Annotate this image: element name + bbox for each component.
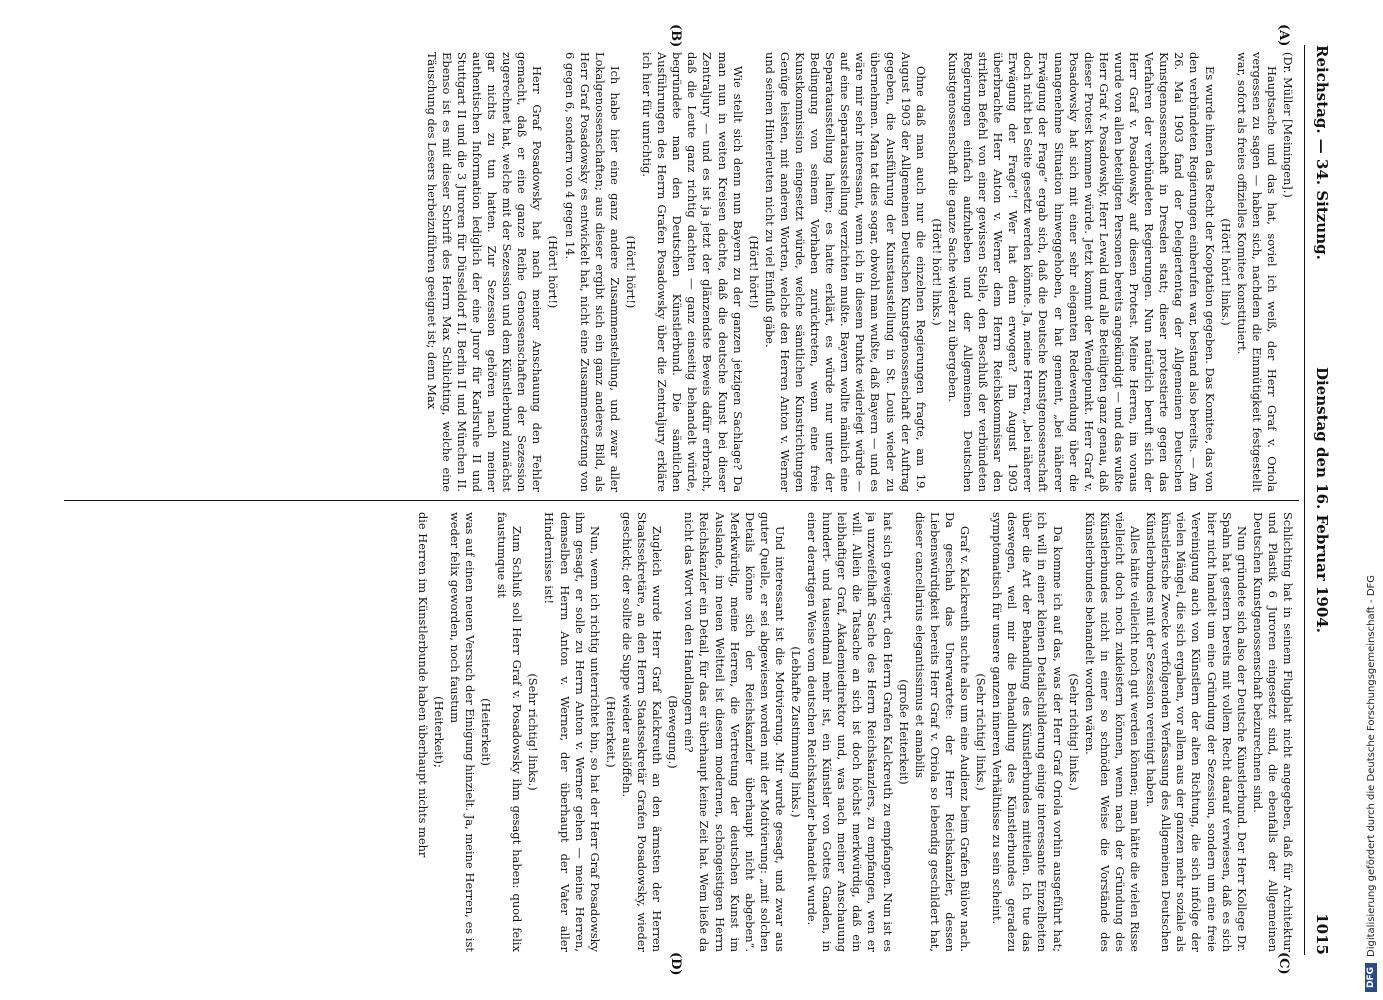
interjection: (Hört! hört!) — [623, 235, 638, 309]
right-column — [65, 512, 1295, 952]
paragraph: Es wurde ihnen das Recht der Kooptation gegeben. Das Komitee, das von den verbündeten Regierungen einberufen war, bestand also bereits. — Am 26. Mai 1903 fand der Delegiertentag der Allgemeinen Deutschen Kunstgenossenschaft in Dresden statt; dieser protestierte gegen das Verfahren der verbündeten Regierungen. Nun natürlich beruft sich der Herr Graf v. Posadowsky auf diesen Protest. Meine Herren, im voraus wurde von allen beteiligten Personen bereits angekündigt — und das wußte Herr Graf v. Posadowsky, Herr Lewald und alle Beteiligten ganz genau, daß dieser Protest kommen würde. Jetzt kommt der Wendepunkt. Herr Graf v. Posadowsky hat sich mit einer sehr eleganten Redewendung über die unangenehme Situation hinweggehoben, er hat gemeint, „bei näherer Erwägung der Frage“ ergab sich, daß die Deutsche Kunstgenossenschaft doch nicht bei Seite gesetzt werden könnte. Ja, meine Herren, „bei näherer Erwägung der Frage“! Wer hat denn erwogen? Im August 1903 überbrachte Herr Anton v. Werner dem Herrn Reichskommissar den strikten Befehl von einer gewissen Stelle, den Beschluß der verbündeten Regierungen einfach aufzuheben und der Allgemeinen Deutschen Kunstgenossenschaft die ganze Sache wieder zu übergeben. — [945, 52, 1217, 492]
interjection: (Hört! hört! links.) — [929, 218, 944, 326]
page-header — [1311, 45, 1333, 955]
paragraph: Nun, wenn ich richtig unterrichtet bin, so hat der Herr Graf Posadowsky ihm gesagt, er solle zu Herrn Anton v. Werner gehen — meine Herren, demselben Herrn Anton v. Werner, der überhaupt der Vater aller Hindernisse ist! — [542, 512, 602, 952]
interjection: (Hört! hört!) — [746, 235, 761, 309]
header-left: Reichstag. — 34. Sitzung. — [1313, 45, 1331, 260]
dfg-logo: DFG — [1365, 963, 1377, 992]
interjection: (Lebhafte Zustimmung links.) — [789, 646, 803, 818]
interjection: (Bewegung.) — [666, 695, 681, 769]
left-column — [65, 52, 1295, 492]
interjection: (Heiterkeit); — [431, 696, 446, 768]
header-date: Dienstag den 16. Februar 1904. — [1313, 367, 1331, 633]
margin-marker-c: (C) — [1276, 952, 1291, 975]
paragraph: Zugleich wurde Herr Graf Kalckreuth an den ärmsten der Herren Staatssekretäre, an den Herrn Staatssekretär Grafen Posadowsky, wieder geschickt; der sollte die Suppe wieder auslöffeln. — [619, 512, 665, 952]
footer-text: Digitalisierung gefördert durch die Deutsche Forschungsgemeinschaft - DFG — [1365, 574, 1377, 957]
paragraph: Schlichting hat in seinem Flugblatt nicht angegeben, daß für Architektur und Plastik 6 Juroren eingesetzt sind, die ebenfalls der Allgemeinen Deutschen Kunstgenossenschaft beizurechnen sind. — [1250, 512, 1295, 952]
interjection: (Sehr richtig! links.) — [526, 673, 541, 791]
paragraph: Nun gründete sich also der Deutsche Künstlerbund. Der Herr Kollege Dr. Spahn hat gestern bereits mit vollem Recht darauf verwiesen, daß es sich hier nicht handelt um eine Gründung der Sezession, sondern um eine freie Vereinigung auch von Künstlern der alten Richtung, die sich infolge der vielen Mängel, die sich ergaben, vor allem aus der ganzen mehr soziale als künstlerische Zwecke verfolgenden Verfassung des Allgemeinen Deutschen Künstlerbundes mit der Sezession vereinigt haben. — [1144, 512, 1249, 952]
paragraph: Ich habe hier eine ganz andere Zusammenstellung, und zwar aller Lokalgenossenschaften; aus dieser ergibt sich ein ganz anderes Bild, als Herr Graf Posadowsky es entwickelt hat, nicht eine Zusammensetzung von 6 gegen 6, sondern von 4 gegen 14. — [562, 52, 622, 492]
paragraph: Wie stellt sich denn nun Bayern zu der ganzen jetzigen Sachlage? Da man nun in weiten Kreisen dachte, daß die deutsche Kunst bei dieser Zentraljury — und es ist ja jetzt der glänzendste Beweis dafür erbracht, daß die Leute ganz richtig dachten — ganz einseitig behandelt würde, begründete man den Deutschen Künstlerbund. Die sämtlichen Ausführungen des Herrn Grafen Posadowsky über die Zentraljury erkläre ich hier für unrichtig. — [640, 52, 745, 492]
interjection: (große Heiterkeit) — [896, 679, 911, 785]
paragraph: Hauptsache und das hat, soviel ich weiß, der Herr Graf v. Oriola vergessen zu sagen — haben sich, nachdem die Einmütigkeit festgestellt war, sofort als freies offizielles Komitee konstituiert. — [1234, 52, 1279, 492]
margin-marker-a: (A) — [1276, 24, 1291, 47]
page-number: 1015 — [1313, 913, 1331, 955]
interjection: (Heiterkeit.) — [603, 696, 618, 768]
paragraph: Da komme ich auf das, was der Herr Graf Oriola vorhin ausgeführt hat; ich will in einer kleinen Detailschilderung einige interessante Einzelheiten über die Art der Behandlung des Künstlerbundes mitteilen. Ich tue das deswegen, weil mir die Behandlung des Künstlerbundes geradezu symptomatisch für unsere ganzen inneren Verhältnisse zu sein scheint. — [990, 512, 1065, 952]
paragraph: Und interessant ist die Motivierung. Mir wurde gesagt, und zwar aus guter Quelle, er sei abgewiesen worden mit der Motivierung: „mit solchen Details könne sich der Reichskanzler überhaupt nicht abgeben“. Merkwürdig, meine Herren, die Vertretung der deutschen Kunst im Auslande, im neuen Weltteil ist diesem modernen, schöngeistigen Herrn Reichskanzler ein Detail, für das er überhaupt keine Zeit hat. Wem ließe da nicht das Wort von den Handlangern ein? — [682, 512, 787, 952]
interjection: (Hört! hört! links.) — [1218, 218, 1233, 326]
paragraph: Alles hätte vielleicht noch gut werden können; man hätte die vielen Risse vielleicht doch noch zukleistern können, wenn nach der Gründung des Künstlerbundes nicht in einer so schnöden Weise die Vorstände des Künstlerbundes behandelt worden wären. — [1082, 512, 1143, 952]
paragraph: (Dr. Müller [Meiningen].) — [1281, 52, 1295, 198]
paragraph: die Herren im Künstlerbunde haben überhaupt nichts mehr — [415, 512, 430, 858]
paragraph: hat sich geweigert, den Herrn Grafen Kalckreuth zu empfangen. Nun ist es ja unzweifelhaft Sache des Herrn Reichskanzlers, zu empfangen, wen er will. Allein die Tatsache an sich ist doch höchst merkwürdig, daß ein leibhaftiger Graf, Akademiedirektor und, was nach meiner Anschauung hundert- und tausendmal mehr ist, ein Künstler von Gottes Gnaden, in einer derartigen Weise vom deutschen Reichskanzler behandelt wurde. — [805, 512, 895, 952]
margin-marker-d: (D) — [668, 952, 683, 976]
margin-marker-b: (B) — [668, 24, 683, 48]
paragraph: Ohne daß man auch nur die einzelnen Regierungen fragte, am 19. August 1903 der Allgemeinen Deutschen Kunstgenossenschaft der Auftrag gegeben, die Ausführung der Kunstausstellung in St. Louis wieder zu übernehmen. Man tat dies sogar, obwohl man wußte, daß Bayern — und es wäre mir sehr interessant, wenn ich in diesem Punkte widerlegt würde — auf eine Separatausstellung verzichten mußte. Bayern wollte nämlich eine Separatausstellung halten; es hatte erklärt, es würde nur unter der Bedingung von seinem Vorhaben zurücktreten, wenn eine freie Kunstkommission eingesetzt würde, welche sämtlichen Kunstrichtungen Genüge leisten, mit anderen Worten, welche den Herren Anton v. Werner und seinen Hinterleuten nicht zu viel Einfluß gäbe. — [762, 52, 928, 492]
header-rule — [1304, 45, 1305, 955]
paragraph: was auf einen neuen Versuch der Einigung hinzielt. Ja, meine Herren, es ist weder felix geworden, noch faustum — [447, 512, 478, 952]
paragraph: Zum Schluß soll Herr Graf v. Posadowsky ihm gesagt haben: quod felix faustumque sit — [495, 512, 525, 952]
footer — [1362, 12, 1380, 992]
interjection: (Hört! hört!) — [546, 235, 561, 309]
interjection: (Sehr richtig! links.) — [1066, 673, 1081, 791]
paragraph: Graf v. Kalckreuth suchte also um eine Audienz beim Grafen Bülow nach. Da geschah das Unerwartete: der Herr Reichskanzler, dessen Liebenswürdigkeit bereits Herr Graf v. Oriola so lebendig geschildert hat, dieser cancellarius elegantissimus et amabilis — [912, 512, 973, 952]
column-divider — [64, 500, 1299, 501]
paragraph: Herr Graf Posadowsky hat nach meiner Anschauung den Fehler gemacht, daß er eine ganze Reihe Genossenschaften der Sezession zugerechnet hat, welche mit der Sezession und dem Künstlerbund zunächst gar nichts zu tun hatten. Zur Sezession gehören nach meiner authentischen Information lediglich der eine Juror für Karlsruhe II und Stuttgart II und die 3 Juroren für Düsseldorf II, Berlin II und München II. Ebenso ist es mit dieser Schrift des Herrn Max Schlichting, welche eine Täuschung des Lesers herbeizuführen geeignet ist; denn Max — [424, 52, 545, 492]
interjection: (Heiterkeit) — [479, 698, 494, 766]
interjection: (Sehr richtig! links.) — [974, 673, 989, 791]
